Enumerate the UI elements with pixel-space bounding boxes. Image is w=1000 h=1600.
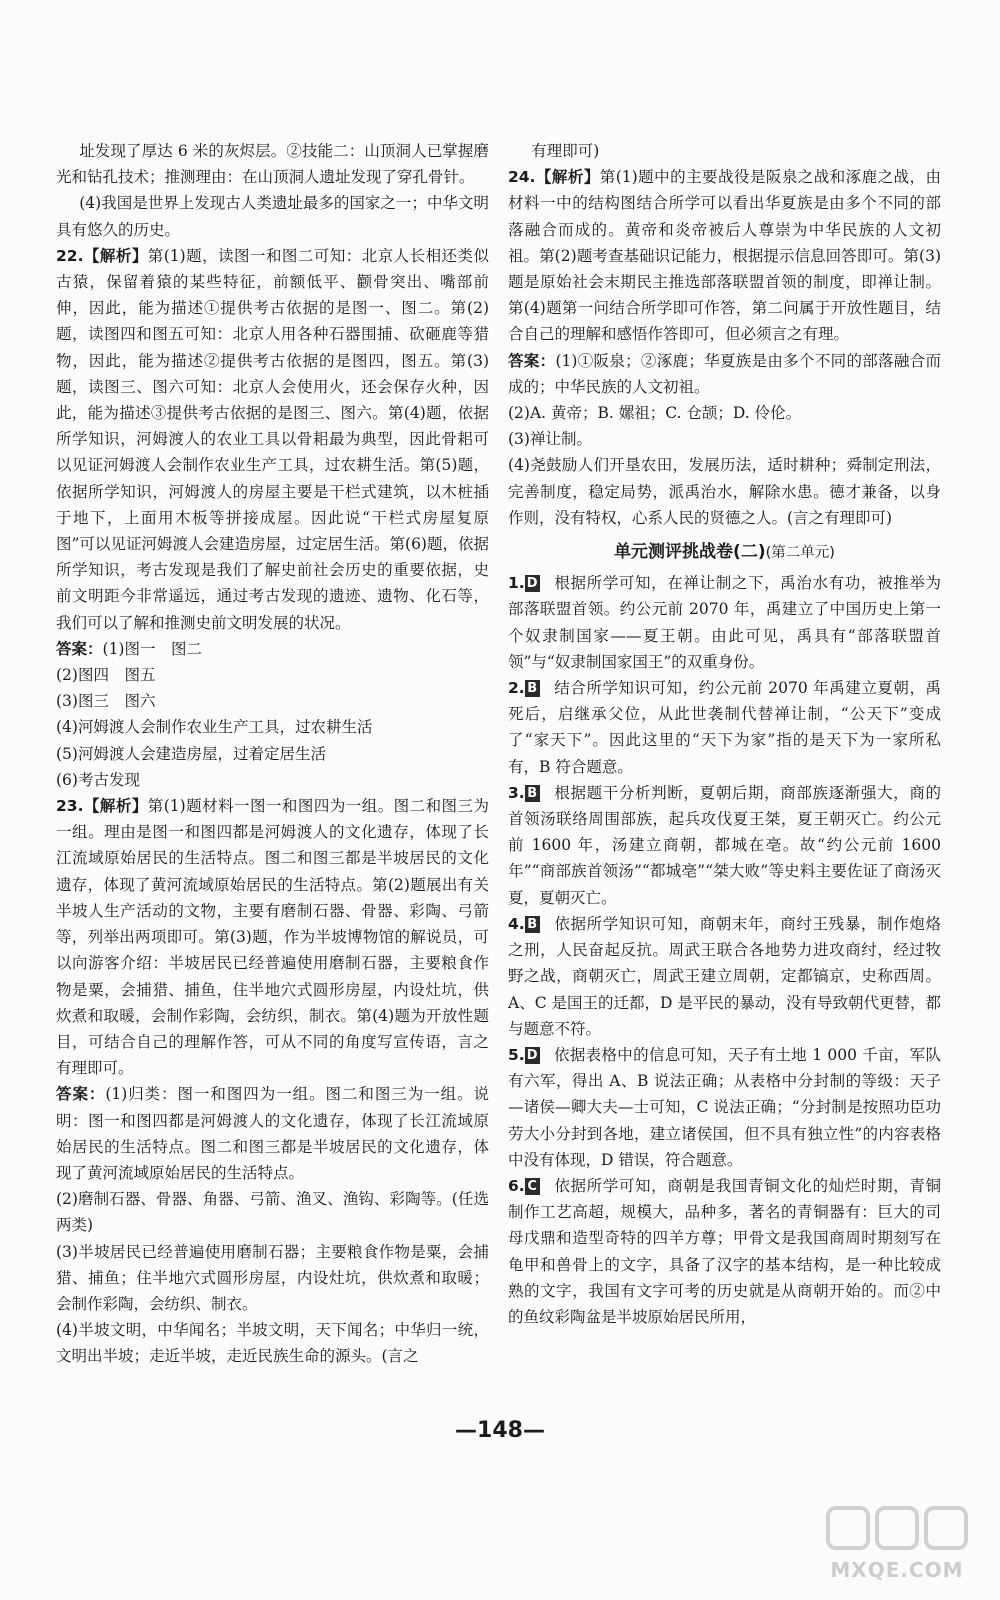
analysis-tag: 【解析】 <box>535 168 600 187</box>
answer-letter-box: B <box>525 916 540 933</box>
answer-22-6: (6)考古发现 <box>56 770 140 789</box>
answer-22-2: (2)图四 图五 <box>56 666 156 685</box>
answer-letter-box: B <box>525 680 540 697</box>
section-subtitle: (第二单元) <box>765 545 835 562</box>
page-number: —148— <box>455 1418 545 1443</box>
question-number: 24. <box>508 168 536 187</box>
answer-label: 答案： <box>508 351 556 370</box>
answer-letter-box: D <box>525 1047 540 1064</box>
mc-item-2: 2. B 结合所学知识可知，约公元前 2070 年禹建立夏朝，禹死后，启继承父位，从此世袭制代替禅让制，“公天下”变成了“家天下”。因此这里的“天下为家”指的是天下为一家所私有，B 符合题意。 <box>508 679 941 776</box>
answer-letter-box: B <box>525 785 540 802</box>
question-number: 22. <box>56 246 84 265</box>
question-23 <box>56 793 489 1081</box>
answer-24-1: 答案：(1)①阪泉；②涿鹿；华夏族是由多个不同的部落融合而成的；中华民族的人文初祖。 <box>508 351 941 396</box>
analysis-text: 第(1)题中的主要战役是阪泉之战和涿鹿之战，由材料一中的结构图结合所学可以看出华夏族是由多个不同的部落融合而成的。黄帝和炎帝被后人尊崇为中华民族的人文初祖。第(2)题考查基础识记能力，根据提示信息回答即可。第(3)题是原始社会末期民主推选部落联盟首领的制度，即禅让制。第(4)题第一问结合所学即可作答，第二问属于开放性题目，结合自己的理解和感悟作答即可，但必须言之有理。 <box>508 168 941 344</box>
answer-23-3: (3)半坡居民已经普遍使用磨制石器；主要粮食作物是粟，会捕猎、捕鱼；住半地穴式圆形房屋，内设灶坑，供炊煮和取暖；会制作彩陶，会纺织、制衣。 <box>56 1242 489 1313</box>
answer-letter-box: D <box>525 575 540 592</box>
carryover-paragraph: 址发现了厚达 6 米的灰烬层。②技能二：山顶洞人已掌握磨光和钻孔技术；推测理由：在山顶洞人遗址发现了穿孔骨针。 <box>56 142 489 187</box>
question-24 <box>508 164 941 347</box>
answer-22-4: (4)河姆渡人会制作农业生产工具，过农耕生活 <box>56 718 373 737</box>
site-watermark <box>822 1502 972 1582</box>
analysis-text: 第(1)题，读图一和图二可知：北京人长相还类似古猿，保留着猿的某些特征，前额低平、颧骨突出、嘴部前伸，因此，能为描述①提供考古依据的是图一、图二。第(2)题，读图四和图五可知：北京人用各种石器围捕、砍砸鹿等猎物，因此，能为描述②提供考古依据的是图四，图五。第(3)题，读图三、图六可知：北京人会使用火，还会保存火种，因此，能为描述③提供考古依据的是图三、图六。第(4)题，依据所学知识，河姆渡人的农业工具以骨耜最为典型，因此骨耜可以见证河姆渡人会制作农业生产工具，过农耕生活。第(5)题，依据所学知识，河姆渡人的房屋主要是干栏式建筑，以木桩插于地下，上面用木板等拼接成屋。因此说“干栏式房屋复原图”可以见证河姆渡人会建造房屋，过定居生活。第(6)题，依据所学知识，考古发现是我们了解史前社会历史的重要依据，史前文明距今非常遥远，通过考古发现的遗迹、遗物、化石等，我们可以了解和推测史前文明发展的状况。 <box>56 246 489 632</box>
analysis-tag: 【解析】 <box>83 246 148 265</box>
answer-label: 答案： <box>56 1085 106 1104</box>
answer-23-4: (4)半坡文明，中华闻名；半坡文明，天下闻名；中华归一统，文明出半坡；走近半坡，走近民族生命的源头。(言之 <box>56 1321 489 1366</box>
answer-22-1: 答案：(1)图一 图二 <box>56 639 202 658</box>
carryover-paragraph-4: (4)我国是世界上发现古人类遗址最多的国家之一；中华文明具有悠久的历史。 <box>56 194 489 239</box>
watermark-logo-icon <box>822 1502 972 1562</box>
analysis-tag: 【解析】 <box>83 797 148 816</box>
answer-22-3: (3)图三 图六 <box>56 692 156 711</box>
answer-23-1: 答案：(1)归类：图一和图四为一组。图二和图三为一组。说明：图一和图四都是河姆渡人的文化遗存，体现了长江流域原始居民的生活特点。图二和图三都是半坡居民的文化遗存，体现了黄河流域原始居民的生活特点。 <box>56 1085 489 1182</box>
answer-24-2: (2)A. 黄帝；B. 嫘祖；C. 仓颉；D. 伶伦。 <box>508 404 802 423</box>
right-column <box>508 138 941 1330</box>
mc-item-5: 5. D 依据表格中的信息可知，天子有土地 1 000 千亩，军队有六军，得出 A、B 说法正确；从表格中分封制的等级：天子—诸侯—卿大夫—士可知，C 说法正确；“分封制是按照功臣功劳大小分封到各地，建立诸侯国，但不具有独立性”的内容表格中没有体现，D 错误，符合题意。 <box>508 1045 941 1169</box>
question-number: 23. <box>56 797 84 816</box>
answer-24-3: (3)禅让制。 <box>508 430 592 449</box>
answer-22-5: (5)河姆渡人会建造房屋，过着定居生活 <box>56 744 326 763</box>
left-column <box>56 138 489 1370</box>
question-22 <box>56 243 489 636</box>
answer-24-4: (4)尧鼓励人们开垦农田，发展历法，适时耕种；舜制定刑法，完善制度，稳定局势，派禹治水，解除水患。德才兼备，以身作则，没有特权，心系人民的贤德之人。(言之有理即可) <box>508 456 941 527</box>
mc-item-4: 4. B 依据所学知识可知，商朝末年，商纣王残暴，制作炮烙之刑，人民奋起反抗。周武王联合各地势力进攻商纣，经过牧野之战，商朝灭亡，周武王建立周朝，定都镐京，史称西周。A、C 是国王的迁都，D 是平民的暴动，没有导致朝代更替，都与题意不符。 <box>508 914 941 1038</box>
watermark-text: MXQE.COM <box>830 1558 964 1582</box>
mc-list <box>508 570 941 1330</box>
carryover-line: 有理即可) <box>531 142 600 160</box>
section-title: 单元测评挑战卷(二)(第二单元) <box>614 542 835 563</box>
answer-23-2: (2)磨制石器、骨器、角器、弓箭、渔叉、渔钩、彩陶等。(任选两类) <box>56 1190 489 1235</box>
analysis-text: 第(1)题材料一图一和图四为一组。图二和图三为一组。理由是图一和图四都是河姆渡人的文化遗存，体现了长江流域原始居民的生活特点。图二和图三都是半坡居民的文化遗存，体现了黄河流域原始居民的生活特点。第(2)题展出有关半坡人生产活动的文物，主要有磨制石器、骨器、彩陶、弓箭等，列举出两项即可。第(3)题，作为半坡博物馆的解说员，可以向游客介绍：半坡居民已经普遍使用磨制石器，主要粮食作物是粟，会捕猎、捕鱼，住半地穴式圆形房屋，内设灶坑，供炊煮和取暖，会制作彩陶，会纺织，制衣。第(4)题为开放性题目，可结合自己的理解作答，可从不同的角度写宣传语，言之有理即可。 <box>56 797 489 1078</box>
mc-item-3: 3. B 根据题干分析判断，夏朝后期，商部族逐渐强大，商的首领汤联络周围部族，起兵攻伐夏王桀，夏王朝灭亡。约公元前 1600 年，汤建立商朝，都城在亳。故“约公元前 1600 年”“商部族首领汤”“都城亳”“桀大败”等史料主要佐证了商汤灭夏，夏朝灭亡。 <box>508 783 941 907</box>
mc-item-1: 1. D 根据所学可知，在禅让制之下，禹治水有功，被推举为部落联盟首领。约公元前 2070 年，禹建立了中国历史上第一个奴隶制国家——夏王朝。由此可见，禹具有“部落联盟首领”与“奴隶制国家国王”的双重身份。 <box>508 574 941 671</box>
mc-item-6: 6. C 依据所学可知，商朝是我国青铜文化的灿烂时期，青铜制作工艺高超，规模大，品种多，著名的青铜器有：巨大的司母戊鼎和造型奇特的四羊方尊；甲骨文是我国商周时期刻写在龟甲和兽骨上的文字，具备了汉字的基本结构，是一种比较成熟的文字，我国有文字可考的历史就是从商朝开始的。而②中的鱼纹彩陶盆是半坡原始居民所用， <box>508 1176 941 1326</box>
answer-label: 答案： <box>56 639 103 658</box>
answer-letter-box: C <box>525 1178 540 1195</box>
